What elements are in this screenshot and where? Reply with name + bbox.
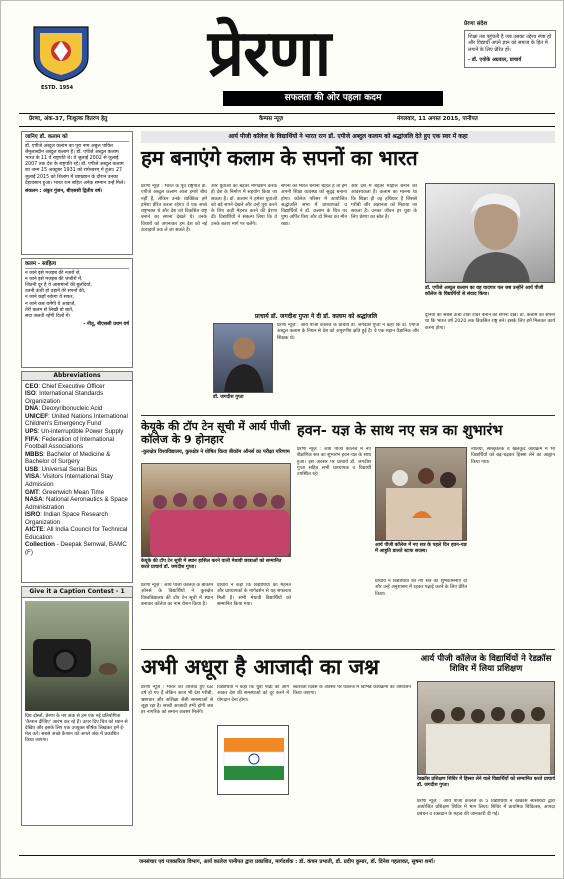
- abbreviation-item: [25, 405, 129, 413]
- abbreviation-key: NASA: [25, 496, 43, 504]
- poem-heading: कलम - साहित्य: [25, 261, 129, 269]
- abbreviation-key: FIFA: [25, 435, 39, 443]
- abbreviation-item: [25, 390, 129, 405]
- havan-photo-caption: आर्य पीजी कॉलेज में नए सत्र के पहले दिन हवन-यज्ञ में आहुति डालते स्टाफ सदस्य।: [375, 543, 467, 555]
- kalam-portrait-caption: डॉ. एपीजे अब्दुल कलाम का वह यादगार पल जब उन्होंने आर्य पीजी कॉलेज के विद्यार्थियों से संवाद किया।: [425, 286, 544, 298]
- editorial-signature: - डॉ. एयोके अग्रवाल, प्राचार्य: [468, 57, 522, 64]
- abbreviation-value: : Bachelor of Medicine & Bachelor of Surgery: [25, 450, 111, 466]
- section-divider-1: [141, 415, 555, 416]
- toppers-group-illustration: [142, 464, 291, 557]
- lead-col-3: सपनों का भारत बनाना चाहते हैं तो हमें अपनी शिक्षा व्यवस्था को सुदृढ़ बनाना होगा। कॉलेज परिसर में आयोजित श्रद्धांजलि सभा में प्राध्यापकों व विद्यार्थियों ने डॉ. कलाम के चित्र पर पुष्प अर्पित किए और दो मिनट का मौन रखा।: [281, 184, 347, 227]
- abbreviation-key: VISA: [25, 473, 40, 481]
- camera-bird-photo: [25, 601, 129, 711]
- abbreviation-key: MBBS: [25, 450, 44, 458]
- abbreviation-key: Collection: [25, 541, 55, 549]
- abbreviation-value: : Federation of International Football Associations: [25, 435, 115, 451]
- abbreviation-key: UPS: [25, 428, 38, 436]
- redcross-text: प्रेरणा न्यूज़ : आर्य पीजी कॉलेज के 5 विद्यार्थियों ने रेडक्रॉस सोसायटी द्वारा आयोजित प्रशिक्षण शिविर में भाग लिया। शिविर में प्राथमिक चिकित्सा, आपदा प्रबंधन व रक्तदान के महत्व की जानकारी दी गई।: [417, 799, 555, 817]
- redcross-headline: आर्य पीजी कॉलेज के विद्यार्थियों ने रेडक्रॉस शिविर में लिया प्रशिक्षण: [420, 654, 552, 674]
- abbreviation-item: [25, 436, 129, 451]
- editorial-text: शिक्षा तब पहुंचती है जब उसका उद्देश्य स्पष्ट हो और विद्यार्थी अपने ज्ञान को समाज के हित में लगाने के लिए प्रेरित हों।: [468, 34, 552, 53]
- issue-date: मंगलवार, 11 अगस्त 2015, पानीपत: [397, 116, 478, 122]
- abbreviations-box: [21, 371, 133, 583]
- toppers-text-a: प्रेरणा न्यूज़ : आर्य पीजी कॉलेज के बीकॉम ऑनर्स के विद्यार्थियों ने कुरुक्षेत्र विश्वविद्यालय की टॉप टेन सूची में स्थान बनाकर कॉलेज का नाम रोशन किया है।: [141, 583, 213, 607]
- abbreviation-key: AICTE: [25, 526, 44, 534]
- poem-line: न जाने इसे मज़हब की जंजीरों में,: [25, 277, 83, 283]
- abbreviation-value: : Deoxyribonucleic Acid: [38, 405, 103, 413]
- indian-flag-icon: [218, 726, 289, 795]
- kalam-portrait-illustration: [426, 184, 555, 283]
- abbreviation-key: ISO: [25, 390, 36, 398]
- poem-line: जितनी दूर है ये आसमानों की बुलंदियाँ,: [25, 283, 92, 289]
- toppers-photo-caption: केयूके की टॉप टेन सूची में स्थान हासिल करने वाली मेधावी छात्राओं को सम्मानित करते प्राचार्य डॉ. जगदीश गुप्ता।: [141, 559, 282, 571]
- left-sidebar: [21, 131, 133, 826]
- lead-col-2: और युवाओं का बेहतर मार्गदर्शन करके ही देश के निर्माण में सहयोग किया जा सकता है। डॉ. कलाम ने हमेशा युवाओं को बड़े सपने देखने और उन्हें पूरा करने के लिए कड़ी मेहनत करने की प्रेरणा दी। विद्यार्थियों ने संकल्प लिया कि वे उनके बताए मार्ग पर चलेंगे।: [211, 184, 277, 227]
- abbreviation-item: [25, 428, 129, 436]
- poem-line: तेरी कलम से लिखी वो बातें,: [25, 307, 74, 313]
- toppers-subhead: -कुरुक्षेत्र विश्वविद्यालय, कुरुक्षेत्र ने घोषित किया बीकॉम ऑनर्स का परीक्षा परिणाम: [141, 449, 290, 455]
- abbreviation-value: : Greenwich Mean Time: [38, 488, 105, 496]
- poem-credit: - नीतू, बीएससी प्रथम वर्ष: [83, 321, 129, 327]
- azadi-text-c: स्वतंत्रता दिवस के अवसर पर कॉलेज में विभिन्न कार्यक्रमों का आयोजन किया जाएगा।: [293, 685, 411, 697]
- abbreviation-value: : All India Council for Technical Education: [25, 526, 128, 541]
- abbreviation-key: DNA: [25, 405, 39, 413]
- abbreviation-value: : Indian Space Research Organization: [25, 511, 108, 526]
- principal-subheading: प्राचार्य डॉ. जगदीश गुप्ता ने दी डॉ. कलाम को श्रद्धांजलि: [254, 313, 378, 320]
- editorial-message-box: [464, 21, 556, 107]
- redcross-photo: [417, 681, 555, 775]
- abbreviation-item: [25, 541, 129, 556]
- tagline: सफलता की ओर पहला कदम: [223, 91, 443, 106]
- abbreviation-item: [25, 511, 129, 526]
- abbreviation-value: : Chief Executive Officer: [38, 382, 105, 390]
- publisher-footer: जनसंचार एवं पत्रकारिता विभाग, आर्य कालेज पानीपत द्वारा प्रकाशित, मार्गदर्शक : डॉ. कंचन प्रभाती, डॉ. प्रदीप कुमार, डॉ. दिनेश गहलावत, सुषमा शर्मा।: [19, 855, 555, 869]
- editorial-heading: प्रेरणा संदेश: [464, 21, 488, 27]
- azadi-text-a: प्रेरणा न्यूज़ : भारत को आजाद हुए 68 वर्ष हो गए हैं लेकिन आज भी देश गरीबी, भ्रष्टाचार और अशिक्षा जैसी समस्याओं से जूझ रहा है। सच्ची आजादी तभी होगी जब हर नागरिक को समान अवसर मिलेंगे।: [141, 685, 213, 716]
- editorial-message: [464, 30, 556, 68]
- caption-contest-box: [21, 586, 133, 826]
- abbreviation-key: CEO: [25, 382, 39, 390]
- abbreviation-value: : United Nations International Children's Emergency Fund: [25, 412, 128, 428]
- principal-photo: [213, 323, 273, 393]
- kalam-profile-text: डॉ. एपीजे अब्दुल कलाम का पूरा नाम अबुल पाकिर जैनुलाब्दीन अब्दुल कलाम है। डॉ. एपीजे अब्दुल कलाम भारत के 11 वें राष्ट्रपति थे। वे जुलाई 2002 से जुलाई 2007 तक देश के राष्ट्रपति रहे। डॉ. एपीजे अब्दुल कलाम का जन्म 15 अक्टूबर 1931 को रामेश्वरम् में हुआ। 27 जुलाई 2015 को शिलांग में व्याख्यान के दौरान उनका देहावसान हुआ। भारत रत्न सहित अनेक सम्मान उन्हें मिले।: [25, 143, 126, 186]
- havan-text-a: प्रेरणा न्यूज़ : आर्य पीजी कॉलेज में नए शैक्षणिक सत्र का शुभारंभ हवन-यज्ञ के साथ हुआ। इस अवसर पर प्राचार्य डॉ. जगदीश गुप्ता सहित सभी प्राध्यापक व विद्यार्थी उपस्थित रहे।: [297, 447, 371, 478]
- lead-col-5: दुनिया का सबसे ऊंचा टीवी टावर बनाने का सपना देखें। डॉ. कलाम का सपना था कि भारत वर्ष 2020 तक विकसित राष्ट्र बने। इसके लिए हमें मिलकर कार्य करना होगा।: [425, 313, 555, 331]
- abbreviation-item: [25, 413, 129, 428]
- kalam-profile-source: संकलन : अंकुर गुंजन, बीएससी द्वितीय वर्ष।: [25, 188, 103, 194]
- redcross-photo-caption: रेडक्रॉस प्रशिक्षण शिविर में हिस्सा लेने वाले विद्यार्थियों को सम्मानित करते प्राचार्य डॉ. जगदीश गुप्ता।: [417, 777, 556, 789]
- azadi-text-b: विद्यार्थियों ने कहा कि युवा पीढ़ी को आगे आकर देश की समस्याओं को दूर करने में योगदान देना होगा।: [217, 685, 289, 703]
- abbreviation-key: USB: [25, 465, 39, 473]
- kalam-profile-box: [21, 131, 133, 255]
- abbreviation-item: [25, 473, 129, 488]
- abbreviation-item: [25, 496, 129, 511]
- abbreviation-value: - Deepak Semwal, BAMC (F): [25, 541, 127, 557]
- havan-text-c: नीतियां, सांस्कृतिक व खेलकूद कार्यक्रम में भी विद्यार्थियों को बढ़-चढ़कर हिस्सा लेने का आह्वान किया गया।: [471, 447, 555, 465]
- abbreviations-list: [25, 383, 129, 557]
- principal-photo-caption: डॉ. जगदीश गुप्ता: [213, 395, 244, 400]
- abbreviation-value: : National Aeronautics & Space Administration: [25, 496, 128, 511]
- abbreviation-value: : International Standards Organization: [25, 390, 104, 405]
- poem-line: न जाने इसे मज़हब की नज़रों से,: [25, 270, 81, 276]
- principal-text: प्रेरणा न्यूज़ : आर्य पीजी कॉलेज के प्राचार्य डॉ. जगदीश गुप्ता ने कहा कि डॉ. एपीजे अब्दुल कलाम के निधन से देश को अपूरणीय क्षति हुई है। वे एक महान वैज्ञानिक और शिक्षक थे।: [277, 323, 419, 341]
- havan-text-b: प्राचार्य ने विद्यार्थियों को नए सत्र की शुभकामनाएं दीं और उन्हें अनुशासन में रहकर पढ़ाई करने के लिए प्रेरित किया।: [375, 579, 467, 597]
- azadi-headline: अभी अधूरा है आजादी का जश्न: [141, 655, 380, 679]
- abbreviation-key: UNICEF: [25, 412, 49, 420]
- havan-photo: [375, 447, 467, 541]
- bird-shape: [99, 663, 117, 675]
- havan-headline: हवन- यज्ञ के साथ नए सत्र का शुभारंभ: [297, 423, 503, 439]
- poem-line: उतनी ऊंची हो उड़ानें तेरे सपनों की,: [25, 289, 86, 295]
- abbreviation-item: [25, 526, 129, 541]
- lead-kicker: आर्य पीजी कॉलेज के विद्यार्थियों ने भारत रत्न डॉ. एपीजे अब्दुल कलाम को श्रद्धांजलि देते हुए एक स्वर में कहा: [141, 131, 555, 143]
- abbreviation-value: : Un-interruptible Power Supply: [37, 428, 124, 436]
- abbreviation-value: : Universal Serial Bus: [38, 465, 98, 473]
- poem-box: [21, 258, 133, 368]
- flag-photo: [217, 725, 289, 795]
- kalam-profile-heading: जानिए डॉ. कलाम को: [25, 134, 129, 142]
- lead-col-1: प्रेरणा न्यूज़ : भारत के पूर्व राष्ट्रपति डॉ. एपीजे अब्दुल कलाम आज हमारे बीच नहीं हैं, लेकिन उनके व्यक्तित्व हमें हमेशा प्रेरित करता रहेगा। वे एक सच्चे राष्ट्रभक्त थे और देश को विकसित राष्ट्र बनाने का सपना देखते थे। उनके विचारों को अपनाकर हम देश को नई ऊंचाइयों तक ले जा सकते हैं।: [141, 184, 207, 234]
- abbreviation-item: [25, 383, 129, 391]
- issue-number: प्रेरणा, अंक-37, निःशुल्क वितरण हेतु: [29, 116, 108, 122]
- lead-col-4: और देश में बेहतर माहौल बनाने की आवश्यकता है। कलाम का मानना था कि शिक्षा ही वह हथियार है जिससे गरीबी और अज्ञानता को मिटाया जा सकता है। उनका जीवन हर युवा के लिए प्रेरणा का स्रोत है।: [351, 184, 417, 221]
- abbreviations-heading: Abbreviations: [22, 372, 132, 381]
- lead-headline: हम बनाएंगे कलाम के सपनों का भारत: [141, 146, 418, 170]
- poem-line: सदा जलती रहेंगी दिलों में।: [25, 313, 71, 319]
- poem-line: न जाने कहाँ रुकेगा ये सफर,: [25, 295, 74, 301]
- abbreviation-item: [25, 466, 129, 474]
- principal-illustration: [214, 324, 273, 393]
- redcross-illustration: [418, 682, 555, 775]
- abbreviation-key: GMT: [25, 488, 39, 496]
- section-label: कैम्पस न्यूज़: [259, 116, 284, 122]
- caption-contest-text: प्रिय दोस्तों, प्रेरणा के नए अंक से हम एक नई प्रतियोगिता 'कैप्शन दीजिए' आरंभ कर रहे हैं। ऊपर दिए चित्र को ध्यान से देखिए और इसके लिए एक उपयुक्त शीर्षक लिखकर हमें ई-मेल करें। सबसे अच्छे कैप्शन को अगले अंक में प्रकाशित किया जाएगा।: [25, 713, 128, 743]
- kalam-portrait-photo: [425, 183, 555, 283]
- poem-line: न जाने कब थमेंगी ये आवाजें,: [25, 301, 76, 307]
- caption-contest-heading: Give it a Caption Contest - 1: [22, 587, 132, 598]
- abbreviation-item: [25, 451, 129, 466]
- section-divider-2: [141, 649, 555, 650]
- college-logo: [28, 23, 94, 83]
- havan-illustration: [376, 448, 467, 541]
- poem-lines: [25, 271, 129, 320]
- abbreviation-value: : Visitors International Stay Admission: [25, 473, 113, 488]
- abbreviation-key: ISRO: [25, 511, 41, 519]
- toppers-text-b: प्राचार्य ने कहा कि विद्यार्थियों की मेहनत और प्राध्यापकों के मार्गदर्शन से यह सफलता मिली है। सभी मेधावी विद्यार्थियों को सम्मानित किया गया।: [217, 583, 291, 607]
- issue-info-bar: [19, 113, 555, 127]
- toppers-headline: केयूके की टॉप टेन सूची में आर्य पीजी कॉलेज के 9 होनहार: [141, 420, 291, 446]
- toppers-group-photo: [141, 463, 291, 557]
- newspaper-title: प्रेरणा: [207, 16, 331, 91]
- abbreviation-item: [25, 489, 129, 497]
- camera-lens: [53, 649, 77, 673]
- estd-label: ESTD. 1954: [41, 85, 74, 91]
